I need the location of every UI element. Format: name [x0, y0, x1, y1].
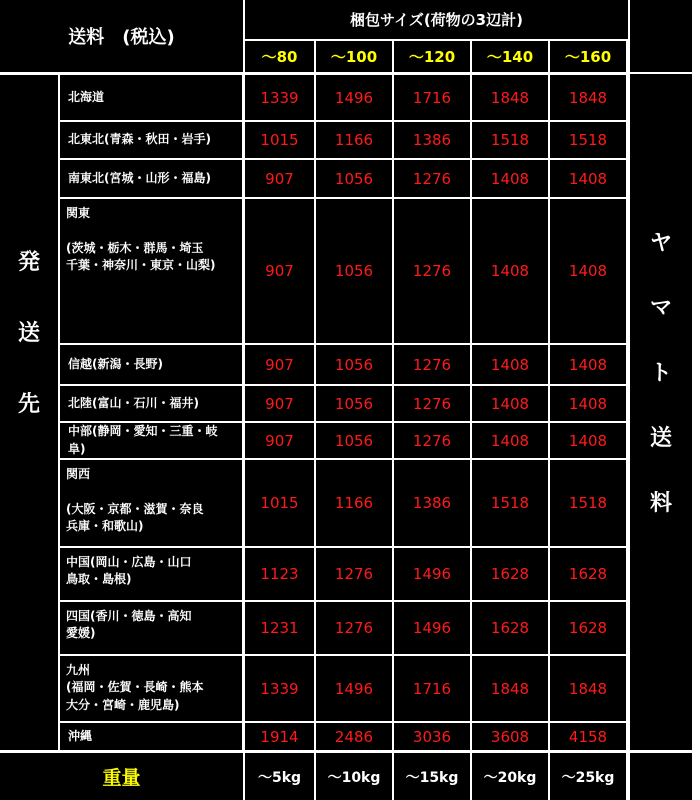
price-cell: 4158: [550, 723, 626, 750]
yamato-label-char: 送: [649, 426, 672, 451]
price-cell: 1339: [245, 75, 314, 120]
price-cell: 1166: [316, 122, 392, 158]
price-cell: 1276: [394, 160, 470, 197]
price-cell: 1496: [316, 75, 392, 120]
region-cell: 九州 (福岡・佐賀・長崎・熊本 大分・宮崎・鹿児島): [60, 656, 242, 721]
price-cell: 3036: [394, 723, 470, 750]
price-cell: 1056: [316, 345, 392, 384]
destination-label-char: 発: [17, 250, 40, 275]
price-cell: 1276: [394, 345, 470, 384]
price-cell: 1914: [245, 723, 314, 750]
region-cell: 関東 (茨城・栃木・群馬・埼玉 千葉・神奈川・東京・山梨): [60, 199, 242, 343]
price-cell: 1276: [394, 386, 470, 421]
table-title: 送料 (税込): [0, 0, 243, 72]
price-cell: 1056: [316, 160, 392, 197]
size-column-header: ～140: [472, 41, 548, 72]
price-cell: 1015: [245, 122, 314, 158]
destination-label-char: 先: [17, 392, 40, 417]
weight-column: ～5kg: [245, 753, 314, 800]
price-cell: 1496: [394, 548, 470, 600]
edge-mark: [693, 730, 696, 740]
price-cell: 1056: [316, 423, 392, 458]
price-cell: 1848: [472, 75, 548, 120]
price-cell: 1408: [550, 199, 626, 343]
footer-right-block: [630, 753, 692, 800]
price-cell: 1015: [245, 460, 314, 546]
yamato-shipping-label: [630, 74, 692, 750]
weight-column: ～10kg: [316, 753, 392, 800]
edge-mark: [693, 110, 696, 120]
weight-column: ～25kg: [550, 753, 626, 800]
price-cell: 1231: [245, 602, 314, 654]
region-cell: 北東北(青森・秋田・岩手): [60, 122, 242, 158]
region-cell: 四国(香川・徳島・高知 愛媛): [60, 602, 242, 654]
price-cell: 907: [245, 386, 314, 421]
price-cell: 907: [245, 423, 314, 458]
price-cell: 1276: [394, 199, 470, 343]
price-cell: 1716: [394, 656, 470, 721]
price-cell: 1408: [550, 423, 626, 458]
price-cell: 1518: [550, 460, 626, 546]
size-column-header: ～160: [550, 41, 626, 72]
weight-column: ～20kg: [472, 753, 548, 800]
price-cell: 1408: [472, 386, 548, 421]
region-cell: 信越(新潟・長野): [60, 345, 242, 384]
edge-mark: [693, 690, 696, 700]
yamato-label-char: ヤ: [649, 231, 672, 256]
price-cell: 1848: [550, 656, 626, 721]
size-column-header: ～100: [316, 41, 392, 72]
price-cell: 1123: [245, 548, 314, 600]
price-cell: 1496: [316, 656, 392, 721]
price-cell: 1716: [394, 75, 470, 120]
price-cell: 1518: [472, 460, 548, 546]
right-header-block: [630, 0, 692, 72]
region-cell: 中部(静岡・愛知・三重・岐阜): [60, 423, 242, 458]
price-cell: 1276: [394, 423, 470, 458]
price-cell: 1628: [472, 548, 548, 600]
price-cell: 1848: [550, 75, 626, 120]
region-cell: 関西 (大阪・京都・滋賀・奈良 兵庫・和歌山): [60, 460, 242, 546]
price-cell: 1276: [316, 548, 392, 600]
price-cell: 907: [245, 199, 314, 343]
yamato-label-char: ト: [649, 361, 672, 386]
region-cell: 北海道: [60, 75, 242, 120]
edge-mark: [693, 150, 696, 160]
weight-label: 重量: [0, 753, 243, 800]
price-cell: 1408: [472, 199, 548, 343]
price-cell: 1386: [394, 460, 470, 546]
price-cell: 1518: [550, 122, 626, 158]
region-cell: 沖縄: [60, 723, 242, 750]
weight-column: ～15kg: [394, 753, 470, 800]
price-cell: 1408: [550, 386, 626, 421]
price-cell: 1339: [245, 656, 314, 721]
yamato-label-char: 料: [649, 491, 672, 516]
price-cell: 1386: [394, 122, 470, 158]
price-cell: 1628: [550, 602, 626, 654]
size-column-header: ～80: [245, 41, 314, 72]
price-cell: 1408: [472, 423, 548, 458]
price-cell: 1056: [316, 199, 392, 343]
region-cell: 南東北(宮城・山形・福島): [60, 160, 242, 197]
price-cell: 1056: [316, 386, 392, 421]
region-cell: 北陸(富山・石川・福井): [60, 386, 242, 421]
price-cell: 1628: [550, 548, 626, 600]
price-cell: 1408: [550, 345, 626, 384]
price-cell: 1518: [472, 122, 548, 158]
price-cell: 1408: [472, 160, 548, 197]
yamato-label-char: マ: [649, 296, 672, 321]
price-cell: 907: [245, 345, 314, 384]
size-caption: 梱包サイズ(荷物の3辺計): [245, 0, 628, 39]
price-cell: 3608: [472, 723, 548, 750]
price-cell: 1496: [394, 602, 470, 654]
price-cell: 1166: [316, 460, 392, 546]
price-cell: 1408: [550, 160, 626, 197]
price-cell: 1276: [316, 602, 392, 654]
price-cell: 907: [245, 160, 314, 197]
region-cell: 中国(岡山・広島・山口 鳥取・島根): [60, 548, 242, 600]
price-cell: 2486: [316, 723, 392, 750]
destination-label-char: 送: [17, 321, 40, 346]
price-cell: 1628: [472, 602, 548, 654]
size-column-header: ～120: [394, 41, 470, 72]
price-cell: 1408: [472, 345, 548, 384]
price-cell: 1848: [472, 656, 548, 721]
destination-label: [0, 75, 58, 750]
edge-mark: [693, 70, 696, 80]
